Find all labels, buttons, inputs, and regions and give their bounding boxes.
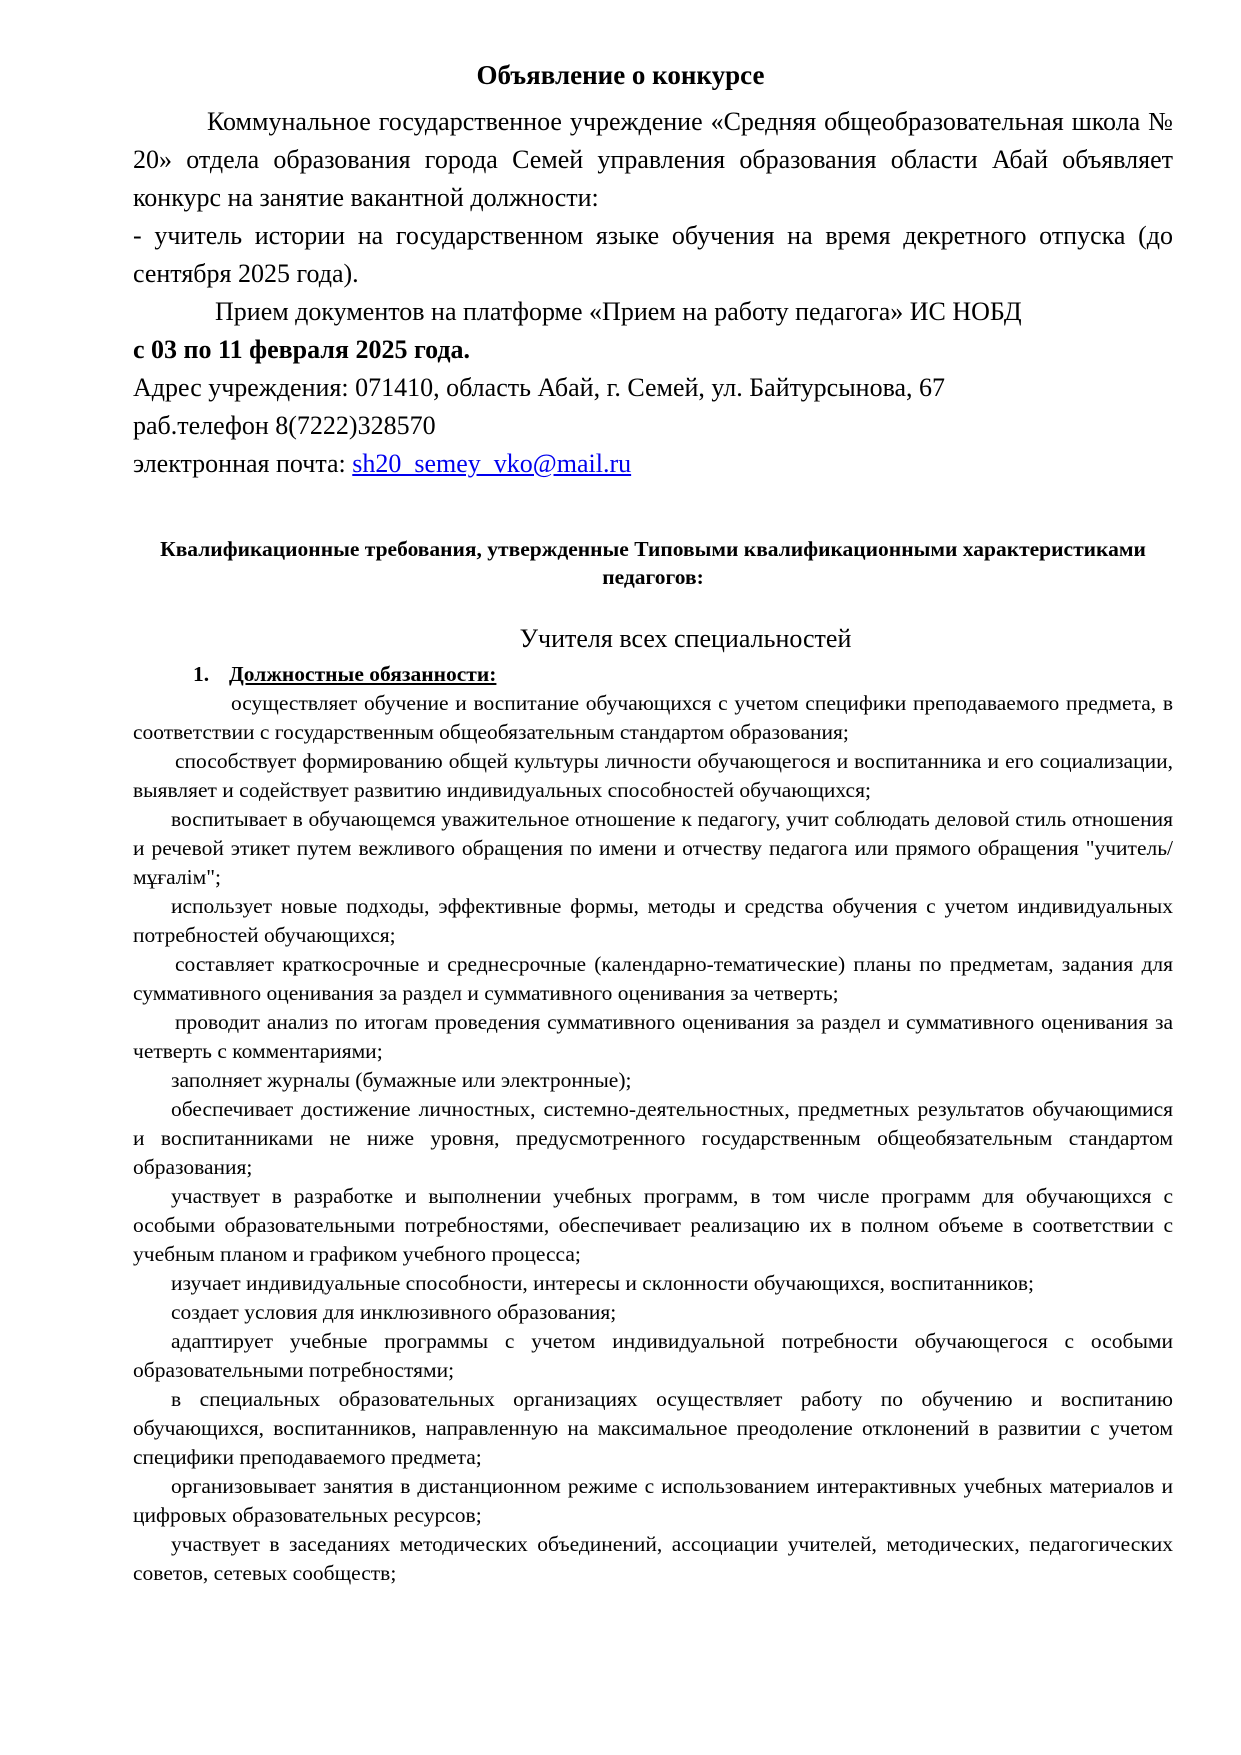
duties-section [133,660,1173,1588]
email-label: электронная почта: [133,449,353,478]
list-item: организовывает занятия в дистанционном режиме с использованием интерактивных учебных материалов и цифровых образовательных ресурсов; [133,1474,1173,1527]
email-link[interactable]: sh20_semey_vko@mail.ru [352,449,632,478]
address-line: Адрес учреждения: 071410, область Абай, г. Семей, ул. Байтурсынова, 67 [133,373,946,402]
application-dates: с 03 по 11 февраля 2025 года. [133,335,471,364]
list-item: адаптирует учебные программы с учетом индивидуальной потребности обучающегося с особыми образовательными потребностями; [133,1329,1173,1382]
email-line [133,445,1173,483]
section-title: Должностные обязанности: [229,662,497,686]
list-item: осуществляет обучение и воспитание обучающихся с учетом специфики преподаваемого предмета, в соответствии с государственным общеобязательным стандартом образования; [133,691,1173,744]
section-number: 1. [193,662,210,686]
list-item: способствует формированию общей культуры личности обучающегося и воспитанника и его социализации, выявляет и содействует развитию индивидуальных способностей обучающихся; [133,749,1173,802]
list-item: обеспечивает достижение личностных, системно-деятельностных, предметных результатов обучающимися и воспитанниками не ниже уровня, предусмотренного государственным общеобязательным стандартом образования; [133,1097,1173,1179]
list-item: создает условия для инклюзивного образования; [171,1300,617,1324]
list-item: в специальных образовательных организациях осуществляет работу по обучению и воспитанию обучающихся, воспитанников, направленную на максимальное преодоление отклонений в развитии с учетом специфики преподаваемого предмета; [133,1387,1173,1469]
duties-list [133,689,1173,1588]
list-item: изучает индивидуальные способности, интересы и склонности обучающихся, воспитанников; [171,1271,1034,1295]
vacancy-paragraph: - учитель истории на государственном языке обучения на время декретного отпуска (до сентября 2025 года). [133,221,1173,288]
phone-line: раб.телефон 8(7222)328570 [133,411,436,440]
list-item: использует новые подходы, эффективные формы, методы и средства обучения с учетом индивидуальных потребностей обучающихся; [133,894,1173,947]
organization-paragraph: Коммунальное государственное учреждение «Средняя общеобразовательная школа № 20» отдела образования города Семей управления образования области Абай объявляет конкурс на занятие вакантной должности: [133,107,1173,212]
platform-paragraph: Прием документов на платформе «Прием на работу педагога» ИС НОБД [215,297,1022,326]
list-item: составляет краткосрочные и среднесрочные (календарно-тематические) планы по предметам, задания для суммативного оценивания за раздел и суммативного оценивания за четверть; [133,952,1173,1005]
list-item: заполняет журналы (бумажные или электронные); [171,1068,632,1092]
requirements-subtitle: Учителя всех специальностей [519,624,852,653]
announcement-intro [133,103,1173,483]
duties-heading [133,660,1173,689]
list-item: воспитывает в обучающемся уважительное отношение к педагогу, учит соблюдать деловой стиль отношения и речевой этикет путем вежливого обращения по имени и отчеству педагога или прямого обращения "учитель/мұғалім"; [133,807,1173,889]
requirements-heading: Квалификационные требования, утвержденные Типовыми квалификационными характеристиками педагогов: [160,537,1146,589]
list-item: участвует в заседаниях методических объединений, ассоциации учителей, методических, педагогических советов, сетевых сообществ; [133,1532,1173,1585]
list-item: проводит анализ по итогам проведения суммативного оценивания за раздел и суммативного оценивания за четверть с комментариями; [133,1010,1173,1063]
list-item: участвует в разработке и выполнении учебных программ, в том числе программ для обучающихся с особыми образовательными потребностями, обеспечивает реализацию их в полном объеме в соответствии с учебным планом и графиком учебного процесса; [133,1184,1173,1266]
document-title: Объявление о конкурсе [476,60,765,90]
